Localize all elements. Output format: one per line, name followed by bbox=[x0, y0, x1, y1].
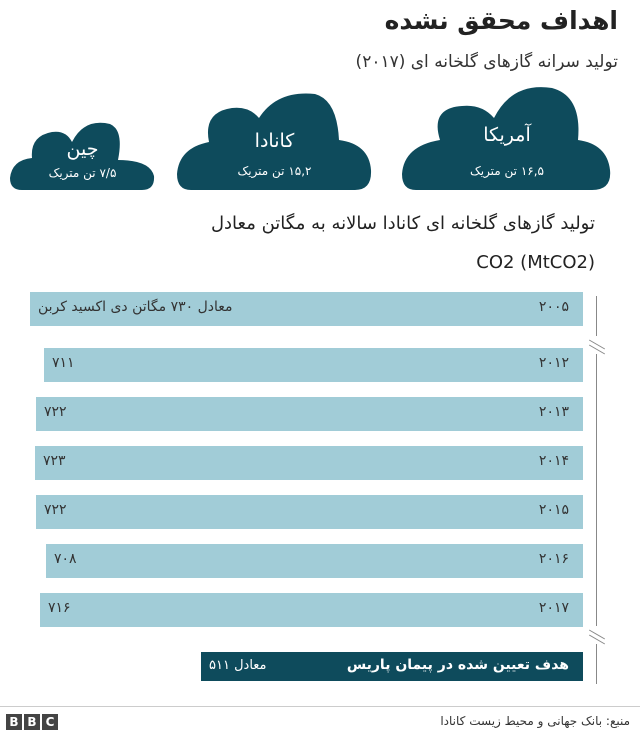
bar-year-label: ۲۰۱۵ bbox=[538, 502, 569, 518]
bar-year-label: ۲۰۱۴ bbox=[538, 453, 569, 469]
bar-year-label: ۲۰۱۳ bbox=[538, 404, 569, 420]
cloud-value: ۱۶,۵ تن متریک bbox=[469, 164, 544, 178]
bar-value-label: ۷۲۲ bbox=[44, 404, 67, 420]
axis-break bbox=[589, 635, 605, 645]
source-text: منبع: بانک جهانی و محیط زیست کانادا bbox=[440, 714, 630, 728]
cloud-name: کانادا bbox=[254, 130, 295, 152]
cloud-name: چین bbox=[66, 138, 99, 160]
bar-value-label: ۷۲۲ bbox=[44, 502, 67, 518]
axis-line bbox=[596, 644, 597, 684]
cloud-value: ۱۵,۲ تن متریک bbox=[237, 164, 312, 178]
cloud-usa bbox=[402, 86, 612, 190]
axis-line bbox=[596, 354, 597, 626]
bar-value-label: ۷۱۶ bbox=[48, 600, 71, 616]
target-label: هدف تعیین شده در پیمان پاریس bbox=[346, 657, 569, 673]
target-value: معادل ۵۱۱ bbox=[209, 658, 267, 673]
bar-year-label: ۲۰۱۲ bbox=[538, 355, 569, 371]
bar-value-label: ۷۲۳ bbox=[43, 453, 66, 469]
axis-break bbox=[589, 345, 605, 355]
axis-line bbox=[596, 296, 597, 336]
bar-4 bbox=[36, 495, 583, 529]
bar-1 bbox=[44, 348, 583, 382]
bbc-logo: B B C bbox=[6, 714, 58, 730]
cloud-name: آمریکا bbox=[483, 124, 531, 146]
subtitle: تولید سرانه گازهای گلخانه ای (۲۰۱۷) bbox=[355, 52, 618, 72]
bar-2 bbox=[36, 397, 583, 431]
chart-title: تولید گازهای گلخانه ای کانادا سالانه به مگاتن معادل bbox=[210, 213, 595, 234]
cloud-china bbox=[10, 120, 155, 190]
chart-unit: CO2 (MtCO2) bbox=[476, 252, 595, 273]
page-title: اهداف محقق نشده bbox=[384, 6, 618, 35]
bar-3 bbox=[35, 446, 583, 480]
bar-value-label: ۷۱۱ bbox=[52, 355, 75, 371]
bar-0 bbox=[30, 292, 583, 326]
paris-target-bar bbox=[201, 652, 583, 681]
cloud-canada bbox=[177, 92, 372, 190]
cloud-value: ۷/۵ تن متریک bbox=[48, 166, 117, 180]
bar-value-label: معادل ۷۳۰ مگاتن دی اکسید کربن bbox=[38, 299, 233, 315]
bar-6 bbox=[40, 593, 583, 627]
bar-year-label: ۲۰۱۶ bbox=[538, 551, 569, 567]
bar-year-label: ۲۰۱۷ bbox=[538, 600, 569, 616]
footer-divider bbox=[0, 706, 640, 707]
bar-year-label: ۲۰۰۵ bbox=[538, 299, 569, 315]
bar-5 bbox=[46, 544, 583, 578]
bar-value-label: ۷۰۸ bbox=[54, 551, 77, 567]
